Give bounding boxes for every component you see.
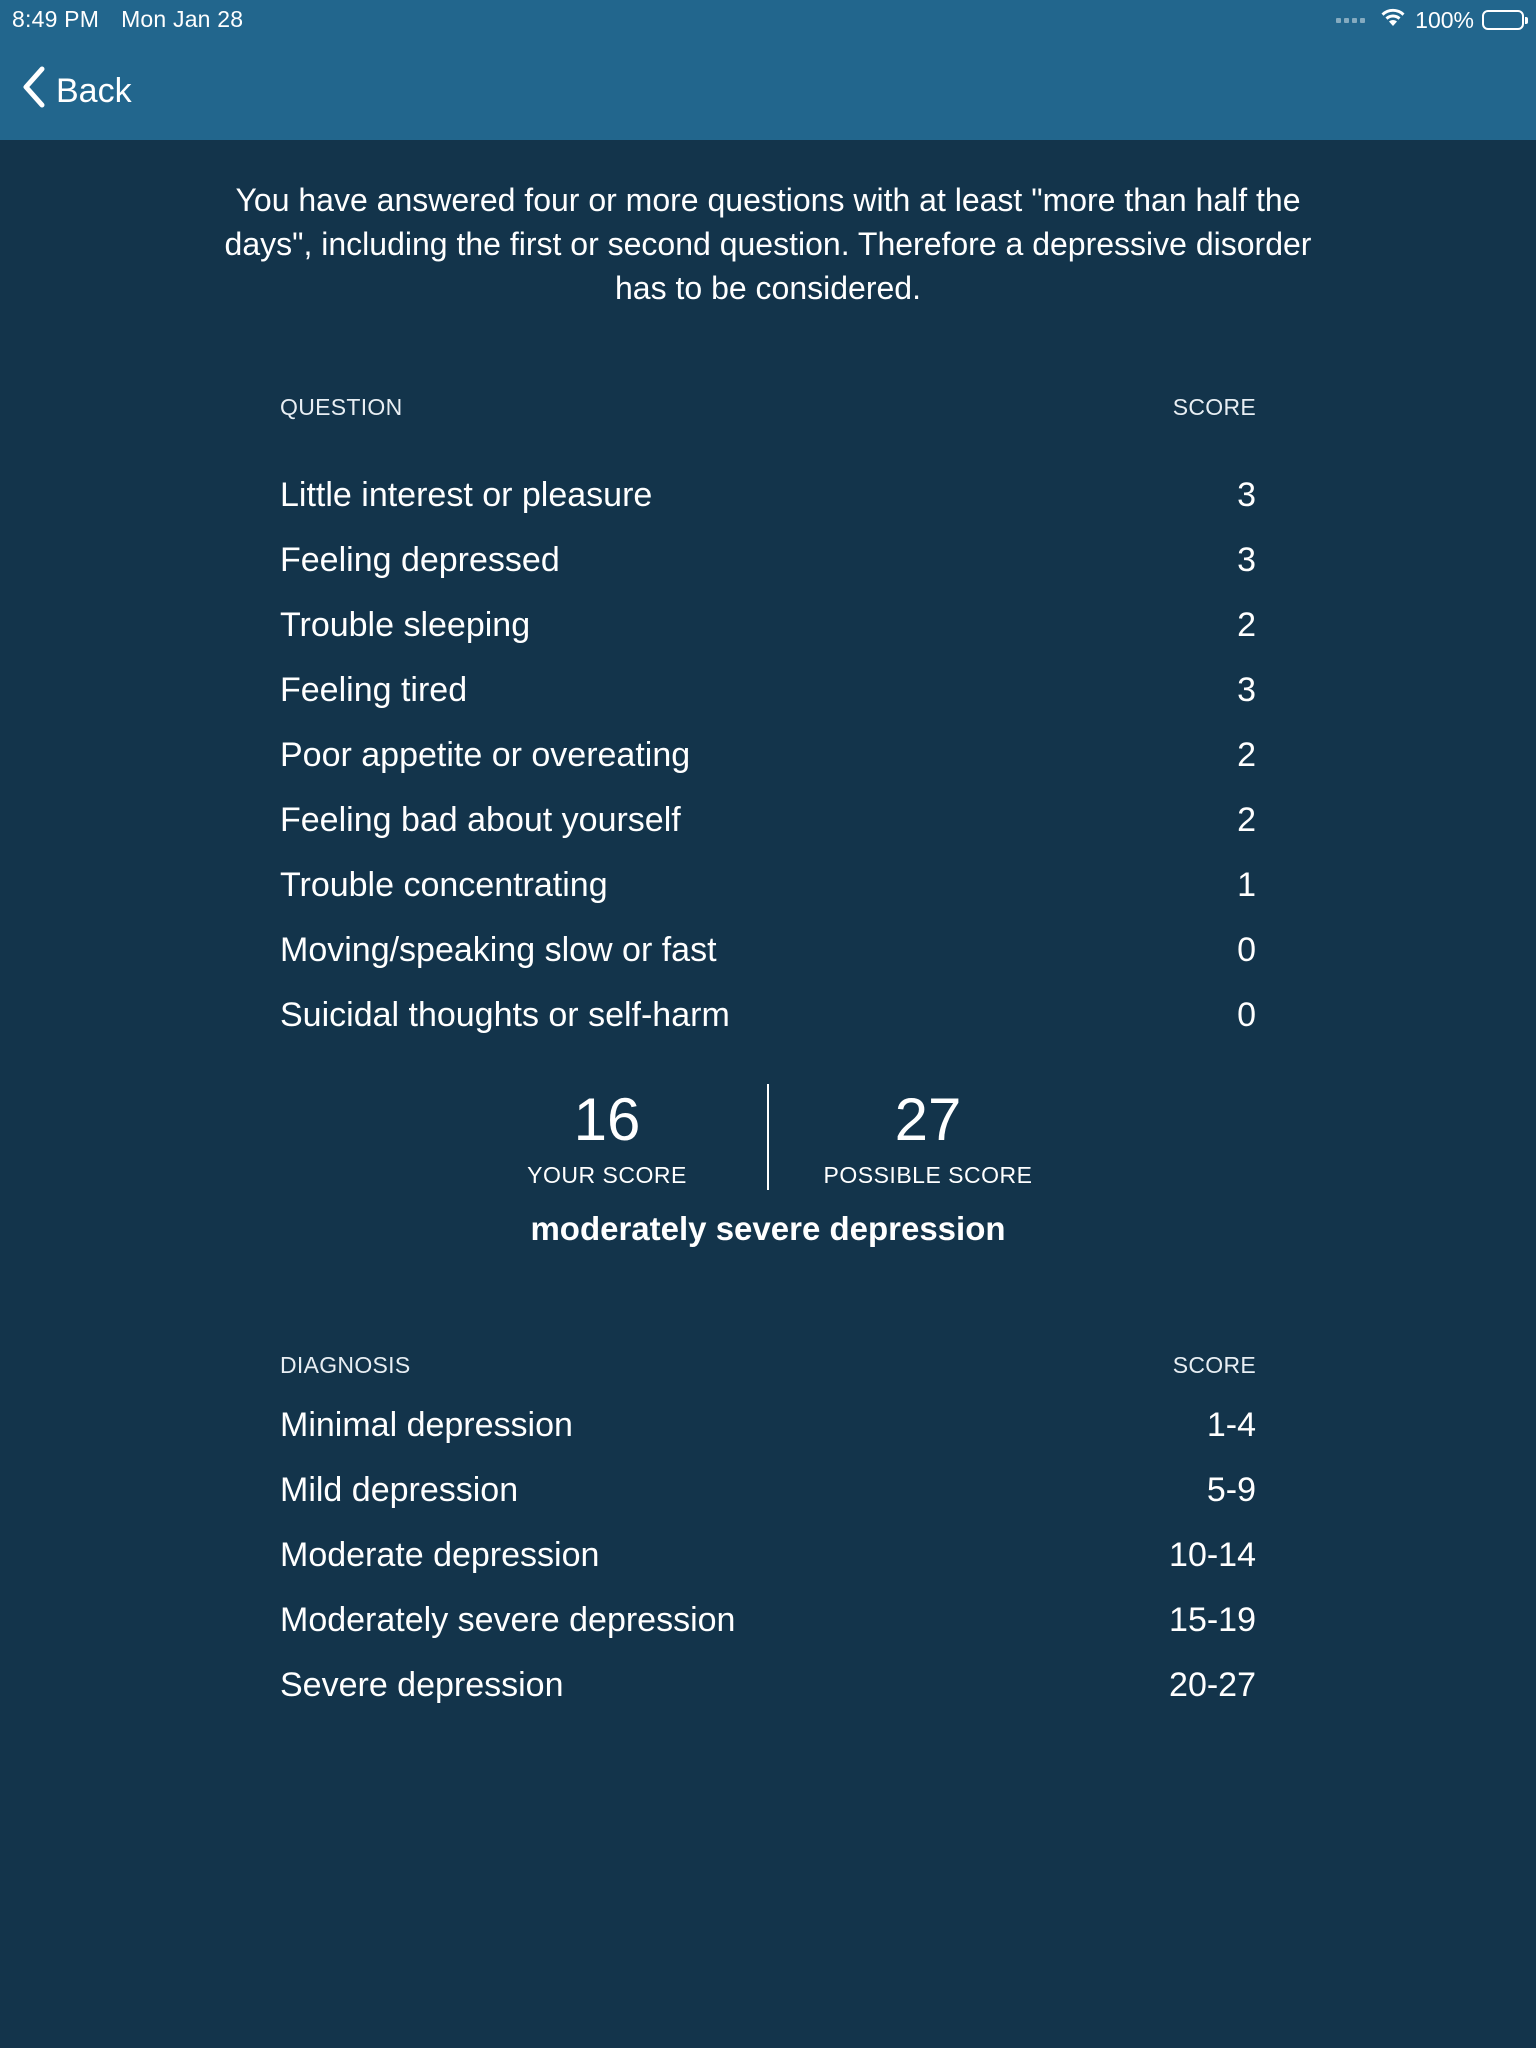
table-row xyxy=(280,1653,1256,1718)
table-row xyxy=(280,723,1256,788)
status-date: Mon Jan 28 xyxy=(121,6,244,32)
question-label: Moving/speaking slow or fast xyxy=(280,931,717,969)
score-column-header: SCORE xyxy=(1172,1352,1256,1378)
diagnosis-range: 15-19 xyxy=(1169,1601,1256,1639)
question-score: 2 xyxy=(1237,801,1256,839)
possible-score-label: POSSIBLE SCORE xyxy=(823,1162,1033,1188)
score-divider xyxy=(767,1084,769,1190)
your-score-value: 16 xyxy=(573,1086,641,1153)
question-score: 0 xyxy=(1237,996,1256,1034)
diagnosis-table xyxy=(280,1352,1256,1718)
question-score-table xyxy=(280,394,1256,1048)
result-summary: You have answered four or more questions with at least "more than half the days", including the first or second question. Therefore a depressive disorder has to be considered. xyxy=(224,182,1312,306)
table-row xyxy=(280,853,1256,918)
severity-result: moderately severe depression xyxy=(530,1210,1006,1247)
table-row xyxy=(280,1393,1256,1458)
back-label: Back xyxy=(56,72,132,110)
table-row xyxy=(280,593,1256,658)
possible-score-value: 27 xyxy=(894,1086,962,1153)
table-row xyxy=(280,528,1256,593)
table-row xyxy=(280,788,1256,853)
back-button[interactable] xyxy=(22,66,132,117)
question-score: 2 xyxy=(1237,736,1256,774)
battery-icon xyxy=(1482,10,1524,30)
diagnosis-column-header: DIAGNOSIS xyxy=(280,1352,411,1378)
status-bar-right xyxy=(1336,6,1524,34)
diagnosis-rows xyxy=(280,1393,1256,1718)
question-label: Trouble sleeping xyxy=(280,606,531,644)
question-column-header: QUESTION xyxy=(280,394,403,420)
your-score xyxy=(477,1082,737,1189)
table-row xyxy=(280,1588,1256,1653)
diagnosis-label: Severe depression xyxy=(280,1666,564,1704)
score-summary xyxy=(0,1082,1536,1192)
diagnosis-range: 1-4 xyxy=(1206,1406,1256,1444)
navigation-bar xyxy=(0,0,1536,140)
diagnosis-range: 20-27 xyxy=(1169,1666,1256,1704)
question-label: Poor appetite or overeating xyxy=(280,736,691,774)
diagnosis-label: Mild depression xyxy=(280,1471,519,1509)
question-label: Little interest or pleasure xyxy=(280,476,653,514)
diagnosis-label: Moderately severe depression xyxy=(280,1601,736,1639)
diagnosis-range: 10-14 xyxy=(1169,1536,1256,1574)
table-row xyxy=(280,1458,1256,1523)
question-label: Trouble concentrating xyxy=(280,866,608,904)
table-row xyxy=(280,983,1256,1048)
question-score: 3 xyxy=(1237,476,1256,514)
table-row xyxy=(280,658,1256,723)
question-score: 3 xyxy=(1237,671,1256,709)
question-label: Feeling bad about yourself xyxy=(280,801,681,839)
table-header xyxy=(280,1352,1256,1379)
question-score: 0 xyxy=(1237,931,1256,969)
diagnosis-label: Moderate depression xyxy=(280,1536,600,1574)
table-row xyxy=(280,1523,1256,1588)
table-row xyxy=(280,463,1256,528)
question-score: 2 xyxy=(1237,606,1256,644)
question-score: 3 xyxy=(1237,541,1256,579)
table-row xyxy=(280,918,1256,983)
battery-percent: 100% xyxy=(1415,6,1474,33)
possible-score xyxy=(798,1082,1058,1189)
signal-icon xyxy=(1336,18,1365,23)
question-rows xyxy=(280,463,1256,1048)
status-bar-left xyxy=(12,6,243,33)
question-label: Feeling depressed xyxy=(280,541,560,579)
your-score-label: YOUR SCORE xyxy=(527,1162,687,1188)
score-column-header: SCORE xyxy=(1172,394,1256,420)
question-score: 1 xyxy=(1237,866,1256,904)
table-header xyxy=(280,394,1256,421)
status-time: 8:49 PM xyxy=(12,6,100,32)
chevron-left-icon xyxy=(22,66,46,117)
diagnosis-range: 5-9 xyxy=(1206,1471,1256,1509)
diagnosis-label: Minimal depression xyxy=(280,1406,573,1444)
question-label: Suicidal thoughts or self-harm xyxy=(280,996,730,1034)
question-label: Feeling tired xyxy=(280,671,468,709)
wifi-icon xyxy=(1379,6,1407,34)
